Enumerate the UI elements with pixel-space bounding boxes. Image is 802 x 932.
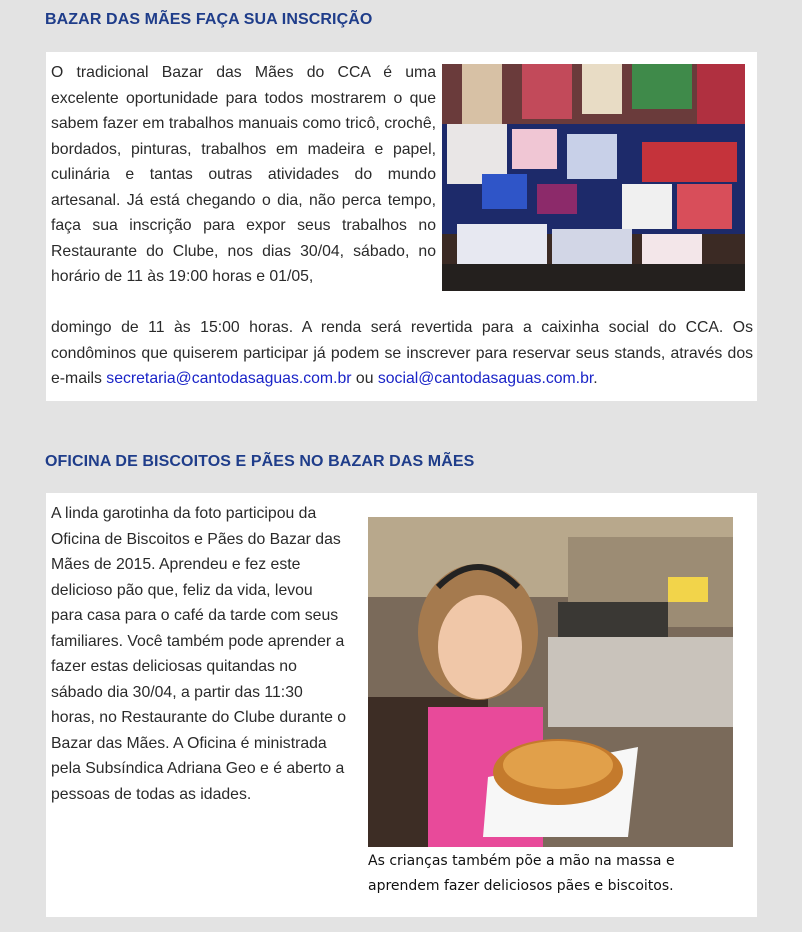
bazar-crafts-photo (442, 64, 745, 291)
email-connector: ou (351, 370, 378, 387)
photo-caption: As crianças também põe a mão na massa e aprendem fazer deliciosos pães e biscoitos. (368, 853, 675, 894)
secretaria-email-link[interactable]: secretaria@cantodasaguas.com.br (106, 370, 352, 387)
bazar-article-card (46, 52, 757, 401)
sentence-end: . (593, 370, 598, 387)
oficina-paragraph: A linda garotinha da foto participou da Oficina de Biscoitos e Pães do Bazar das Mães de 2015. Aprendeu e fez este delicioso pão que, feliz da vida, levou para casa para o café da tarde com seus familiares. Você também pode aprender a fazer estas deliciosas quitandas no sábado dia 30/04, a partir das 11:30 horas, no Restaurante do Clube durante o Bazar das Mães. A Oficina é ministrada pela Subsíndica Adriana Geo e é aberto a pessoas de todas as idades. (51, 505, 347, 803)
social-email-link[interactable]: social@cantodasaguas.com.br (377, 370, 594, 387)
oficina-section-title: OFICINA DE BISCOITOS E PÃES NO BAZAR DAS MÃES (45, 453, 475, 470)
oficina-article-card (46, 493, 757, 917)
bazar-section-title: BAZAR DAS MÃES FAÇA SUA INSCRIÇÃO (45, 11, 373, 28)
girl-with-bread-photo (368, 517, 733, 847)
bazar-paragraph-top: O tradicional Bazar das Mães do CCA é uma excelente oportunidade para todos mostrarem o que sabem fazer em trabalhos manuais como tricô, crochê, bordados, pinturas, trabalhos em madeira e papel, culinária e tantas outras atividades do mundo artesanal. Já está chegando o dia, não perca tempo, faça sua inscrição para expor seus trabalhos no Restaurante do Clube, nos dias 30/04, sábado, no horário de 11 às 19:00 horas e 01/05, (51, 64, 436, 285)
bazar-paragraph-bottom: domingo de 11 às 15:00 horas. A renda será revertida para a caixinha social do CCA. Os condôminos que quiserem participar já podem se inscrever para reservar seus stands, através dos e-mails secretaria@cantodasaguas.com.br ou social@cantodasaguas.com.br. (51, 319, 753, 387)
